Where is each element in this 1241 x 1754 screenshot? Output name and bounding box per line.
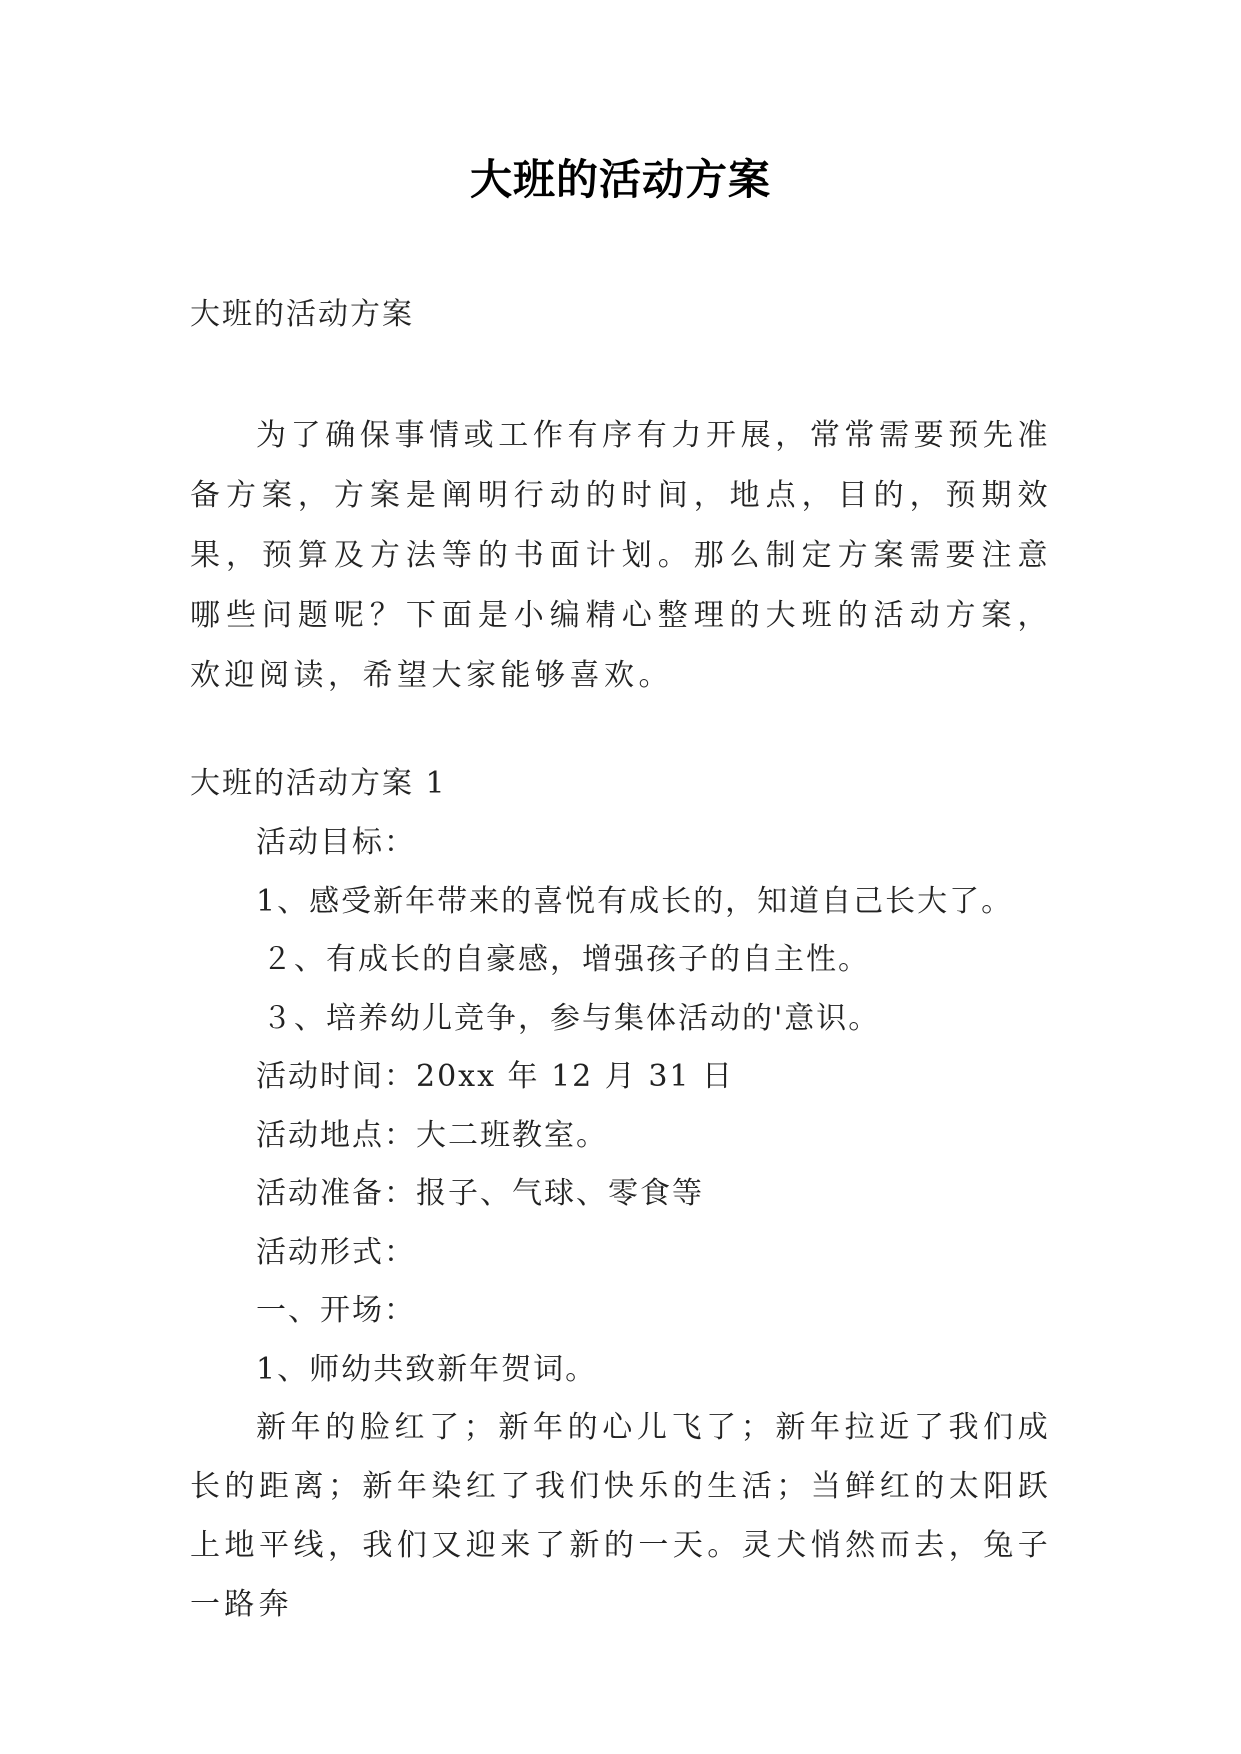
goal-item-2: ２、有成长的自豪感，增强孩子的自主性。 — [262, 942, 870, 977]
part1-item-1: 1、师幼共致新年贺词。 — [256, 1351, 598, 1387]
goal-item-1: 1、感受新年带来的喜悦有成长的，知道自己长大了。 — [256, 883, 1014, 919]
part1-label: 一、开场： — [256, 1293, 416, 1328]
activity-form-label: 活动形式： — [256, 1234, 416, 1270]
intro-paragraph: 为了确保事情或工作有序有力开展，常常需要预先准备方案，方案是阐明行动的时间，地点，目的，预期效果，预算及方法等的书面计划。那么制定方案需要注意哪些问题呢？下面是小编精心整理的大班的活动方案，欢迎阅读，希望大家能够喜欢。 — [190, 418, 1052, 693]
goal-item-3: ３、培养幼儿竞争，参与集体活动的'意识。 — [262, 1000, 881, 1036]
goal-label: 活动目标： — [256, 825, 416, 860]
section-heading: 大班的活动方案 1 — [190, 766, 447, 801]
activity-place: 活动地点：大二班教室。 — [256, 1117, 608, 1153]
activity-prep: 活动准备：报子、气球、零食等 — [256, 1176, 704, 1211]
section-body — [190, 814, 1052, 1399]
document-title: 大班的活动方案 — [469, 155, 771, 204]
greeting-paragraph: 新年的脸红了；新年的心儿飞了；新年拉近了我们成长的距离；新年染红了我们快乐的生活；当鲜红的太阳跃上地平线，我们又迎来了新的一天。灵犬悄然而去，兔子一路奔 — [190, 1410, 1052, 1622]
document-subtitle: 大班的活动方案 — [190, 297, 414, 332]
activity-time: 活动时间：20xx 年 12 月 31 日 — [256, 1059, 735, 1094]
